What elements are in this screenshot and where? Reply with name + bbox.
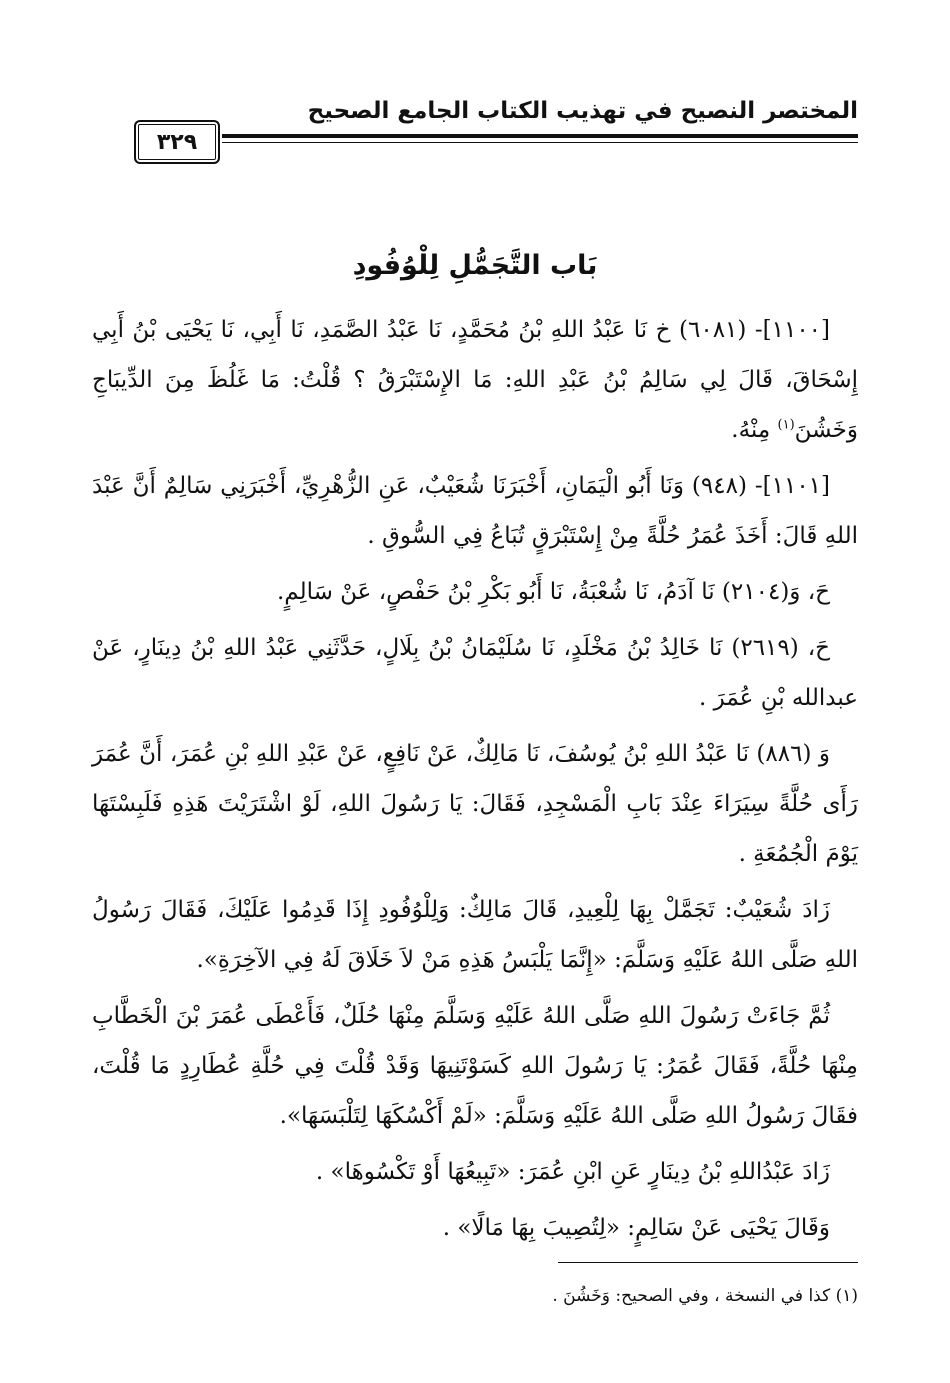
page-number: ٣٢٩ [134,120,220,164]
hadith-paragraph-9: وَقَالَ يَحْيَى عَنْ سَالِمٍ: «لِتُصِيبَ بِهَا مَالًا» . [442,1215,830,1241]
paragraph-text: [١١٠٠]- (٦٠٨١) خ نَا عَبْدُ اللهِ بْنُ مُحَمَّدٍ، نَا عَبْدُ الصَّمَدِ، نَا أَبِي، نَا يَحْيَى بْنُ أَبِي إِسْحَاقَ، قَالَ لِي سَالِمُ بْنُ عَبْدِ اللهِ: مَا الإِسْتَبْرَقُ ؟ قُلْتُ: مَا غَلُظَ مِنَ الدِّيبَاجِ وَخَشُنَ [92,317,858,443]
chapter-title: بَاب التَّجَمُّلِ لِلْوُفُودِ [352,250,598,281]
header-rule-thick [222,134,858,138]
header-rule-thin [222,142,858,143]
isnad-paragraph-3: حَ، وَ(٢١٠٤) نَا آدَمُ، نَا شُعْبَةُ، نَا أَبُو بَكْرِ بْنُ حَفْصٍ، عَنْ سَالِمٍ. [276,579,830,605]
footnote-reference[interactable]: (١) [777,417,795,433]
isnad-paragraph-4: حَ، (٢٦١٩) نَا خَالِدُ بْنُ مَخْلَدٍ، نَا سُلَيْمَانُ بْنُ بِلَالٍ، حَدَّثَنِي عَبْدُ اللهِ بْنُ دِينَارٍ، عَنْ عبدالله بْنِ عُمَرَ . [92,635,858,711]
main-text [92,305,858,1259]
hadith-paragraph-5: وَ (٨٨٦) نَا عَبْدُ اللهِ بْنُ يُوسُفَ، نَا مَالِكٌ، عَنْ نَافِعٍ، عَنْ عَبْدِ اللهِ بْنِ عُمَرَ، أَنَّ عُمَرَ رَأَى حُلَّةً سِيَرَاءَ عِنْدَ بَابِ الْمَسْجِدِ، فَقَالَ: يَا رَسُولَ اللهِ، لَوْ اشْتَرَيْتَ هَذِهِ فَلَبِسْتَهَا يَوْمَ الْجُمُعَةِ . [92,741,858,867]
hadith-paragraph-7: ثُمَّ جَاءَتْ رَسُولَ اللهِ صَلَّى اللهُ عَلَيْهِ وَسَلَّمَ مِنْهَا حُلَلٌ، فَأَعْطَى عُمَرَ بْنَ الْخَطَّابِ مِنْهَا حُلَّةً، فَقَالَ عُمَرُ: يَا رَسُولَ اللهِ كَسَوْتَنِيهَا وَقَدْ قُلْتَ فِي حُلَّةِ عُطَارِدٍ مَا قُلْتَ، فقَالَ رَسُولُ اللهِ صَلَّى اللهُ عَلَيْهِ وَسَلَّمَ: «لَمْ أَكْسُكَهَا لِتَلْبَسَهَا». [92,1003,858,1129]
footnote-separator [558,1262,858,1263]
hadith-paragraph-2: [١١٠١]- (٩٤٨) وَنَا أَبُو الْيَمَانِ، أَخْبَرَنَا شُعَيْبٌ، عَنِ الزُّهْرِيِّ، أَخْبَرَنِي سَالِمٌ أَنَّ عَبْدَ اللهِ قَالَ: أَخَذَ عُمَرُ حُلَّةً مِنْ إِسْتَبْرَقٍ تُبَاعُ فِي السُّوقِ . [92,473,858,549]
footnote: (١) كذا في النسخة ، وفي الصحيح: وَخَشُنَ . [552,1286,858,1306]
paragraph-text-continued: مِنْهُ. [731,417,778,443]
hadith-paragraph-8: زَادَ عَبْدُاللهِ بْنُ دِينَارٍ عَنِ ابْنِ عُمَرَ: «تَبِيعُهَا أَوْ تَكْسُوهَا» . [315,1159,830,1185]
hadith-paragraph-6: زَادَ شُعَيْبٌ: تَجَمَّلْ بِهَا لِلْعِيدِ، قَالَ مَالِكٌ: وَلِلْوُفُودِ إِذَا قَدِمُوا عَلَيْكَ، فَقَالَ رَسُولُ اللهِ صَلَّى اللهُ عَلَيْهِ وَسَلَّمَ: «إِنَّمَا يَلْبَسُ هَذِهِ مَنْ لاَ خَلَاقَ لَهُ فِي الآخِرَةِ». [92,897,858,973]
hadith-paragraph-1 [92,305,858,455]
running-title: المختصر النصيح في تهذيب الكتاب الجامع الصحيح [307,98,858,124]
